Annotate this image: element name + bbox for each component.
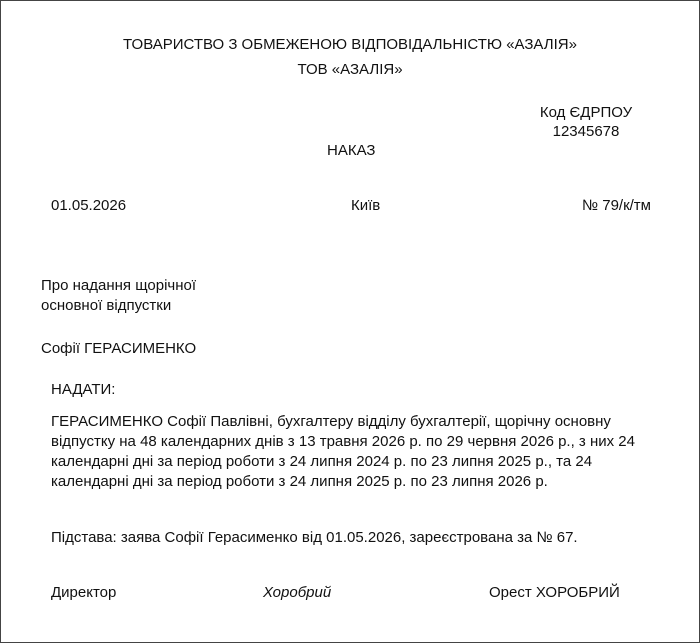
document-subject <box>41 276 241 316</box>
addressee: Софії ГЕРАСИМЕНКО <box>41 340 197 357</box>
organization-short-name: ТОВ «АЗАЛІЯ» <box>297 61 403 78</box>
handwritten-signature: Хоробрий <box>263 584 332 601</box>
signatory-name: Орест ХОРОБРИЙ <box>489 584 620 601</box>
edrpou-code-block <box>531 104 641 141</box>
edrpou-code-label: Код ЄДРПОУ <box>539 104 633 121</box>
organization-full-name: ТОВАРИСТВО З ОБМЕЖЕНОЮ ВІДПОВІДАЛЬНІСТЮ «АЗАЛІЯ» <box>123 36 577 53</box>
order-text: ГЕРАСИМЕНКО Софії Павлівні, бухгалтеру відділу бухгалтерії, щорічну основну відпустку на 48 календарних днів з 13 травня 2026 р. по 29 червня 2026 р., з них 24 календарні дні за період роботи з 24 липня 2024 р. по 23 липня 2025 р., та 24 календарні дні за період роботи з 24 липня 2025 р. по 23 липня 2026 р. <box>51 413 635 490</box>
signatory-position: Директор <box>51 584 117 601</box>
order-basis: Підстава: заява Софії Герасименко від 01.05.2026, зареєстрована за № 67. <box>51 529 578 546</box>
document-number: № 79/к/тм <box>581 197 651 214</box>
document-city: Київ <box>351 197 381 214</box>
subject-line-1: Про надання щорічної <box>41 277 197 294</box>
document-title: НАКАЗ <box>327 142 376 159</box>
edrpou-code-value: 12345678 <box>552 123 620 140</box>
order-verb: НАДАТИ: <box>51 381 116 398</box>
document-date: 01.05.2026 <box>51 197 127 214</box>
subject-line-2: основної відпустки <box>41 297 172 314</box>
